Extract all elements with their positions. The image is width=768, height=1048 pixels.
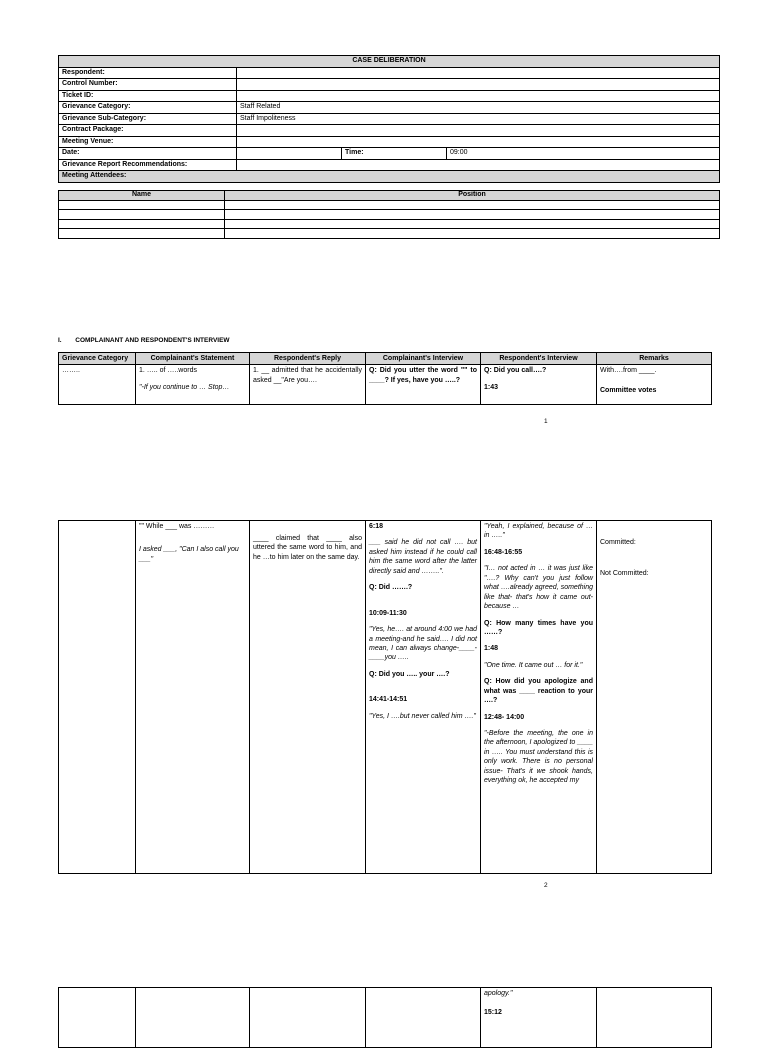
complainant-answer: "Yes, I ….but never called him …." <box>369 712 476 720</box>
ticket-id-label: Ticket ID: <box>59 90 237 102</box>
respondent-question: Q: How did you apologize and what was ____ reaction to your ….? <box>484 678 593 705</box>
date-value <box>237 148 342 160</box>
statement-quote: I asked ___, "Can I also call you ___" <box>139 546 239 563</box>
header-remarks: Remarks <box>597 353 712 365</box>
header-complainant-interview: Complainant's Interview <box>366 353 481 365</box>
table-row <box>59 210 720 220</box>
respondent-label: Respondent: <box>59 67 237 79</box>
recommendations-value <box>237 159 720 171</box>
header-respondent-reply: Respondent's Reply <box>250 353 366 365</box>
ticket-id-value <box>237 90 720 102</box>
date-label: Date: <box>59 148 237 160</box>
grievance-subcategory-value: Staff Impoliteness <box>237 113 720 125</box>
respondent-answer: "I… not acted in … it was just like "….? Why can't you just follow what ….already agreed, something like that- that's how it came out- because … <box>484 565 593 611</box>
grievance-category-value: Staff Related <box>237 102 720 114</box>
page-number: 1 <box>544 418 548 425</box>
meeting-attendees-label: Meeting Attendees: <box>59 171 720 183</box>
position-header: Position <box>225 191 720 201</box>
grievance-category-label: Grievance Category: <box>59 102 237 114</box>
statement-quote: "-If you continue to … Stop… <box>139 383 230 391</box>
control-number-value <box>237 79 720 91</box>
complainant-question: Q: Did …….? <box>369 584 413 592</box>
table-row <box>59 988 712 1048</box>
contract-package-label: Contract Package: <box>59 125 237 137</box>
complainant-timestamp: 14:41-14:51 <box>369 696 408 704</box>
remarks-votes: Committee votes <box>600 386 657 394</box>
interview-table <box>58 352 712 405</box>
complainant-question: Q: Did you ….. your ….? <box>369 670 450 678</box>
respondent-timestamp: 15:12 <box>484 1009 502 1017</box>
respondent-value <box>237 67 720 79</box>
table-row <box>59 229 720 239</box>
row-category: …….. <box>59 365 136 405</box>
page-number: 2 <box>544 882 548 889</box>
header-respondent-interview: Respondent's Interview <box>481 353 597 365</box>
respondent-answer: "Yeah, I explained, because of … in ….." <box>484 523 593 540</box>
time-label: Time: <box>342 148 447 160</box>
respondent-timestamp: 16:48-16:55 <box>484 548 523 556</box>
remarks-committed: Committed: <box>600 539 636 546</box>
attendees-table <box>58 190 720 239</box>
remarks-text: With….from ____. <box>600 367 657 375</box>
respondent-question: Q: Did you call….? <box>484 367 547 375</box>
statement-item: 1. ….. of …..words <box>139 367 197 375</box>
statement-item: "" While ___ was ……… <box>139 523 215 530</box>
meeting-venue-value <box>237 136 720 148</box>
respondent-timestamp: 12:48- 14:00 <box>484 713 525 721</box>
remarks-not-committed: Not Committed: <box>600 570 649 578</box>
name-header: Name <box>59 191 225 201</box>
section-title: COMPLAINANT AND RESPONDENT'S INTERVIEW <box>75 337 230 344</box>
respondent-reply: ____ claimed that ____ also uttered the same word to him, and he …to him later on the same day. <box>253 535 362 561</box>
respondent-answer: apology." <box>484 990 513 997</box>
header-grievance-category: Grievance Category <box>59 353 136 365</box>
interview-table-continued <box>58 520 712 874</box>
complainant-answer: ___ said he did not call …. but asked him instead if he could call him the same word after the latter directly said and ……..". <box>369 539 477 575</box>
respondent-question: Q: How many times have you ……? <box>484 619 593 636</box>
grievance-subcategory-label: Grievance Sub-Category: <box>59 113 237 125</box>
table-row <box>59 365 712 405</box>
section-heading <box>58 337 230 345</box>
respondent-answer: "One time. It came out … for it." <box>484 661 583 669</box>
table-row <box>59 521 712 874</box>
respondent-answer: "-Before the meeting, the one in the afternoon, I apologized to ____ in ….. You must understand this is only work. There is no personal issue- That's it we shook hands, everything ok, he accepted my <box>484 730 593 785</box>
respondent-timestamp: 1:43 <box>484 383 499 391</box>
meeting-venue-label: Meeting Venue: <box>59 136 237 148</box>
respondent-reply: 1. __ admitted that he accidentally asked __"Are you…. <box>250 365 366 405</box>
case-deliberation-title: CASE DELIBERATION <box>59 56 720 68</box>
complainant-interview: Q: Did you utter the word "" to ____? If yes, have you …..? <box>366 365 481 405</box>
complainant-answer: "Yes, he…. at around 4:00 we had a meeting-and he said…. I did not mean, I can always change-____-____you ….. <box>369 626 477 662</box>
case-deliberation-table <box>58 55 720 183</box>
interview-table-continued <box>58 987 712 1048</box>
section-number: I. <box>58 337 62 344</box>
table-row <box>59 200 720 210</box>
table-row <box>59 219 720 229</box>
control-number-label: Control Number: <box>59 79 237 91</box>
contract-package-value <box>237 125 720 137</box>
header-complainant-statement: Complainant's Statement <box>136 353 250 365</box>
time-value: 09:00 <box>447 148 720 160</box>
complainant-timestamp: 6:18 <box>369 523 384 530</box>
respondent-timestamp: 1:48 <box>484 645 499 653</box>
recommendations-label: Grievance Report Recommendations: <box>59 159 237 171</box>
complainant-timestamp: 10:09-11:30 <box>369 609 407 617</box>
